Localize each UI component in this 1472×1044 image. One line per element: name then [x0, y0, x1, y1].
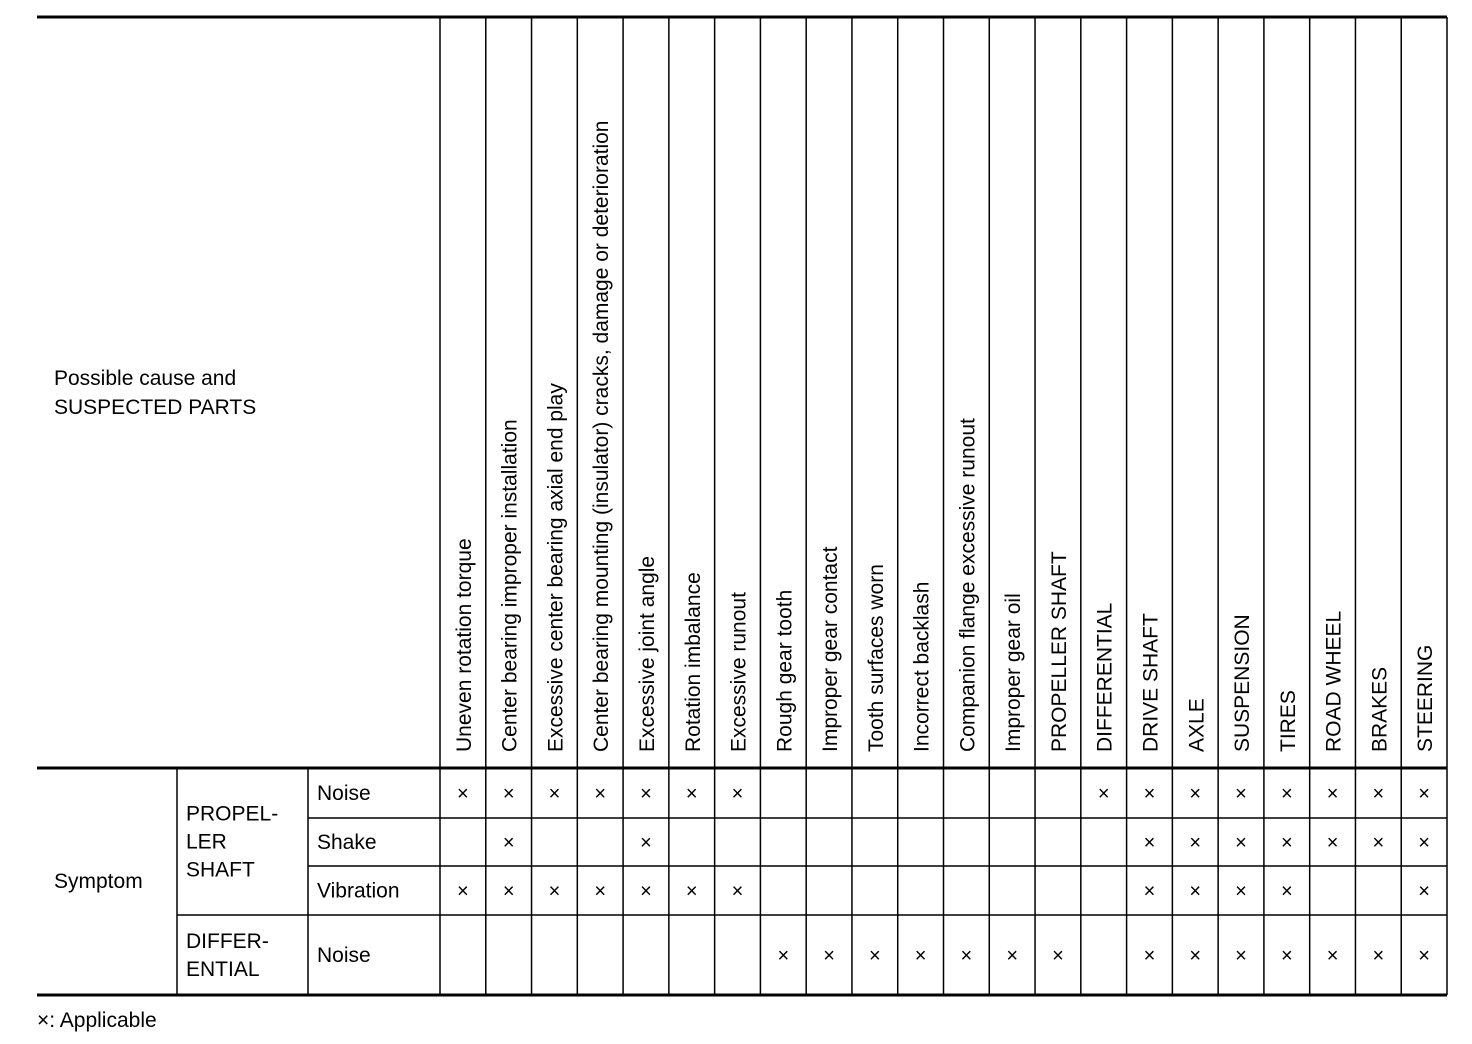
cause-column-header: Improper gear contact — [819, 546, 843, 752]
cause-column-header: Rotation imbalance — [681, 572, 705, 752]
applicable-mark: × — [1418, 880, 1430, 903]
group-label-line: SHAFT — [186, 858, 255, 882]
applicable-mark: × — [1280, 880, 1293, 903]
cause-column-header: Excessive joint angle — [635, 555, 659, 752]
applicable-mark: × — [502, 880, 515, 903]
applicable-mark: × — [1326, 832, 1339, 854]
applicable-mark: × — [1143, 945, 1156, 967]
cause-column-header: Companion flange excessive runout — [956, 418, 980, 752]
applicable-mark: × — [731, 783, 744, 805]
cause-column-header: ROAD WHEEL — [1322, 610, 1346, 752]
applicable-mark: × — [685, 783, 698, 805]
applicable-mark: × — [960, 945, 973, 967]
applicable-mark: × — [640, 832, 652, 854]
cause-column-header: PROPELLER SHAFT — [1047, 551, 1071, 752]
cause-column-header: DRIVE SHAFT — [1139, 613, 1163, 752]
cause-column-header: BRAKES — [1368, 666, 1392, 752]
table-text — [37, 120, 1437, 1032]
cause-column-header: Center bearing mounting (insulator) cracks, damage or deterioration — [590, 120, 614, 752]
applicable-mark: × — [823, 945, 835, 967]
applicable-mark: × — [1372, 945, 1385, 967]
applicable-mark: × — [1235, 783, 1247, 805]
symptom-row-label: Noise — [317, 782, 371, 805]
applicable-mark: × — [685, 880, 698, 903]
applicable-mark: × — [457, 783, 469, 805]
cause-column-header: TIRES — [1276, 690, 1300, 752]
applicable-mark: × — [1418, 945, 1430, 967]
group-label-line: DIFFER- — [186, 930, 269, 953]
applicable-mark: × — [1006, 945, 1019, 967]
applicable-mark: × — [457, 880, 469, 903]
applicable-mark: × — [1280, 832, 1293, 854]
cause-column-header: Center bearing improper installation — [498, 419, 522, 752]
applicable-mark: × — [1235, 880, 1247, 903]
cause-column-header: Rough gear tooth — [773, 589, 797, 752]
symptom-row-label: Shake — [317, 831, 377, 854]
applicable-mark: × — [594, 783, 607, 805]
applicable-mark: × — [1143, 783, 1156, 805]
cause-column-header: Incorrect backlash — [910, 581, 934, 752]
applicable-mark: × — [594, 880, 607, 903]
cause-column-header: SUSPENSION — [1231, 614, 1255, 752]
applicable-mark: × — [1372, 783, 1385, 805]
header-title-line2: SUSPECTED PARTS — [54, 396, 257, 419]
cause-column-header: Uneven rotation torque — [452, 538, 476, 752]
applicable-mark: × — [548, 783, 561, 805]
applicable-mark: × — [1235, 832, 1247, 854]
group-label-line: PROPEL- — [186, 802, 279, 826]
applicable-mark: × — [502, 832, 515, 854]
applicable-mark: × — [1143, 880, 1156, 903]
applicable-mark: × — [1280, 945, 1293, 967]
cause-column-header: AXLE — [1185, 698, 1209, 752]
cause-column-header: Improper gear oil — [1002, 593, 1026, 752]
applicable-mark: × — [1097, 783, 1110, 805]
cause-column-header: Excessive center bearing axial end play — [544, 383, 568, 752]
applicable-mark: × — [1326, 945, 1339, 967]
group-label-line: LER — [186, 830, 227, 854]
header-title-line1: Possible cause and — [54, 367, 237, 390]
applicable-mark: × — [1326, 783, 1339, 805]
symptom-row-label: Noise — [317, 944, 371, 967]
applicable-mark: × — [1189, 783, 1202, 805]
applicable-mark: × — [1189, 880, 1202, 903]
applicable-mark: × — [914, 945, 927, 967]
applicable-mark: × — [640, 880, 652, 903]
cause-column-header: Tooth surfaces worn — [864, 564, 888, 752]
applicable-mark: × — [640, 783, 652, 805]
symptom-label: Symptom — [54, 870, 143, 893]
applicable-mark: × — [1143, 832, 1156, 854]
applicable-mark: × — [868, 945, 881, 967]
group-label-line: ENTIAL — [186, 958, 260, 981]
applicable-mark: × — [777, 945, 790, 967]
applicable-mark: × — [1372, 832, 1385, 854]
applicable-mark: × — [548, 880, 561, 903]
applicable-mark: × — [1189, 832, 1202, 854]
applicable-mark: × — [731, 880, 744, 903]
applicable-mark: × — [1235, 945, 1247, 967]
symptom-row-label: Vibration — [317, 879, 400, 903]
cause-column-header: STEERING — [1414, 644, 1438, 752]
applicable-mark: × — [1280, 783, 1293, 805]
cause-column-header: Excessive runout — [727, 592, 751, 752]
applicable-mark: × — [502, 783, 515, 805]
applicable-mark: × — [1052, 945, 1064, 967]
applicable-mark: × — [1418, 783, 1430, 805]
legend-text: ×: Applicable — [37, 1009, 157, 1032]
applicable-mark: × — [1189, 945, 1202, 967]
cause-column-header: DIFFERENTIAL — [1093, 602, 1117, 752]
applicable-mark: × — [1418, 832, 1430, 854]
